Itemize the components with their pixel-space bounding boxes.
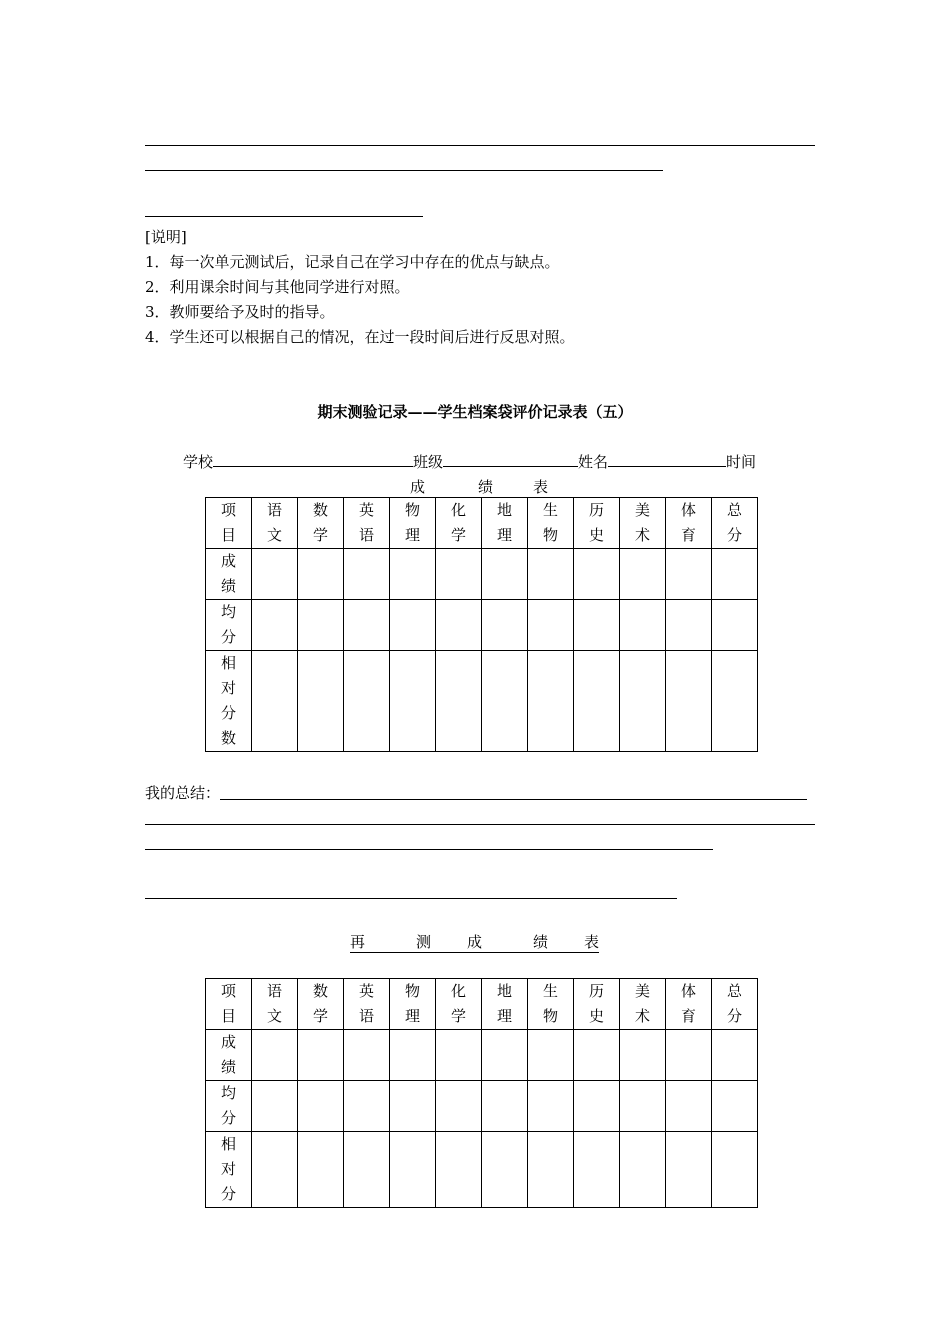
note-item-1: 1．每一次单元测试后，记录自己在学习中存在的优点与缺点。 bbox=[145, 253, 560, 271]
score-cell[interactable] bbox=[298, 549, 344, 600]
header-cell-biology: 生 物 bbox=[528, 979, 574, 1030]
score-cell[interactable] bbox=[528, 600, 574, 651]
score-cell[interactable] bbox=[298, 600, 344, 651]
header-cell-math: 数 学 bbox=[298, 979, 344, 1030]
table-row bbox=[206, 651, 758, 752]
header-cell-history: 历 史 bbox=[574, 498, 620, 549]
score-cell[interactable] bbox=[298, 1132, 344, 1208]
table-header-row bbox=[206, 979, 758, 1030]
name-field[interactable] bbox=[608, 452, 726, 467]
score-cell[interactable] bbox=[620, 1132, 666, 1208]
name-label: 姓名 bbox=[578, 453, 609, 471]
header-cell-physics: 物 理 bbox=[390, 979, 436, 1030]
score-cell[interactable] bbox=[574, 600, 620, 651]
header-cell-english: 英 语 bbox=[344, 979, 390, 1030]
score-cell[interactable] bbox=[252, 1030, 298, 1081]
score-cell[interactable] bbox=[482, 1081, 528, 1132]
header-cell-item: 项 目 bbox=[206, 979, 252, 1030]
grade-table-1 bbox=[205, 497, 758, 752]
score-cell[interactable] bbox=[390, 1030, 436, 1081]
table-row bbox=[206, 549, 758, 600]
score-cell[interactable] bbox=[436, 1030, 482, 1081]
score-cell[interactable] bbox=[620, 600, 666, 651]
score-cell[interactable] bbox=[620, 1030, 666, 1081]
score-cell[interactable] bbox=[344, 549, 390, 600]
score-cell[interactable] bbox=[574, 549, 620, 600]
score-cell[interactable] bbox=[574, 1081, 620, 1132]
caption-char: 成 bbox=[410, 478, 426, 496]
info-line bbox=[183, 452, 756, 472]
score-cell[interactable] bbox=[252, 1132, 298, 1208]
table-row bbox=[206, 1132, 758, 1208]
score-cell[interactable] bbox=[390, 651, 436, 752]
score-cell[interactable] bbox=[436, 1132, 482, 1208]
header-cell-geography: 地 理 bbox=[482, 979, 528, 1030]
score-cell[interactable] bbox=[574, 1132, 620, 1208]
score-cell[interactable] bbox=[344, 1030, 390, 1081]
row-label-score: 成 绩 bbox=[206, 1030, 252, 1081]
school-field[interactable] bbox=[213, 452, 413, 467]
header-cell-english: 英 语 bbox=[344, 498, 390, 549]
header-cell-art: 美 术 bbox=[620, 979, 666, 1030]
score-cell[interactable] bbox=[436, 651, 482, 752]
class-label: 班级 bbox=[413, 453, 444, 471]
table-header-row bbox=[206, 498, 758, 549]
score-cell[interactable] bbox=[620, 651, 666, 752]
header-cell-total: 总 分 bbox=[712, 498, 758, 549]
writing-line bbox=[145, 170, 663, 171]
score-cell[interactable] bbox=[482, 651, 528, 752]
header-cell-pe: 体 育 bbox=[666, 979, 712, 1030]
score-cell[interactable] bbox=[298, 1081, 344, 1132]
score-cell[interactable] bbox=[482, 549, 528, 600]
note-item-4: 4．学生还可以根据自己的情况，在过一段时间后进行反思对照。 bbox=[145, 328, 575, 346]
summary-line[interactable] bbox=[220, 799, 807, 800]
score-cell[interactable] bbox=[482, 600, 528, 651]
score-cell[interactable] bbox=[712, 1132, 758, 1208]
table-row bbox=[206, 600, 758, 651]
note-item-2: 2．利用课余时间与其他同学进行对照。 bbox=[145, 278, 410, 296]
caption-char: 绩 bbox=[533, 933, 549, 951]
caption-char: 绩 bbox=[478, 478, 494, 496]
score-cell[interactable] bbox=[482, 1030, 528, 1081]
caption-char: 测 bbox=[416, 933, 432, 951]
score-cell[interactable] bbox=[712, 549, 758, 600]
score-cell[interactable] bbox=[666, 1132, 712, 1208]
caption-char: 再 bbox=[350, 933, 366, 951]
score-cell[interactable] bbox=[712, 600, 758, 651]
summary-label: 我的总结： bbox=[145, 784, 221, 802]
writing-line bbox=[145, 145, 815, 146]
header-cell-pe: 体 育 bbox=[666, 498, 712, 549]
score-cell[interactable] bbox=[436, 549, 482, 600]
form-title: 期末测验记录——学生档案袋评价记录表（五） bbox=[317, 403, 633, 421]
score-cell[interactable] bbox=[528, 1081, 574, 1132]
score-cell[interactable] bbox=[344, 1081, 390, 1132]
score-cell[interactable] bbox=[482, 1132, 528, 1208]
score-cell[interactable] bbox=[252, 549, 298, 600]
table2-caption bbox=[350, 932, 599, 953]
score-cell[interactable] bbox=[528, 549, 574, 600]
score-cell[interactable] bbox=[252, 651, 298, 752]
grade-table-2 bbox=[205, 978, 758, 1208]
row-label-average: 均 分 bbox=[206, 1081, 252, 1132]
header-cell-physics: 物 理 bbox=[390, 498, 436, 549]
score-cell[interactable] bbox=[712, 1081, 758, 1132]
score-cell[interactable] bbox=[390, 549, 436, 600]
time-label: 时间 bbox=[726, 453, 757, 471]
header-cell-chemistry: 化 学 bbox=[436, 979, 482, 1030]
header-cell-chemistry: 化 学 bbox=[436, 498, 482, 549]
row-label-score: 成 绩 bbox=[206, 549, 252, 600]
score-cell[interactable] bbox=[528, 651, 574, 752]
score-cell[interactable] bbox=[528, 1030, 574, 1081]
score-cell[interactable] bbox=[620, 1081, 666, 1132]
header-cell-math: 数 学 bbox=[298, 498, 344, 549]
score-cell[interactable] bbox=[436, 1081, 482, 1132]
table-row bbox=[206, 1030, 758, 1081]
score-cell[interactable] bbox=[574, 651, 620, 752]
table-row bbox=[206, 1081, 758, 1132]
school-label: 学校 bbox=[183, 453, 214, 471]
score-cell[interactable] bbox=[712, 1030, 758, 1081]
header-cell-geography: 地 理 bbox=[482, 498, 528, 549]
row-label-relative: 相 对 分 bbox=[206, 1132, 252, 1208]
caption-char: 表 bbox=[533, 478, 549, 496]
header-cell-total: 总 分 bbox=[712, 979, 758, 1030]
score-cell[interactable] bbox=[390, 600, 436, 651]
score-cell[interactable] bbox=[390, 1081, 436, 1132]
score-cell[interactable] bbox=[666, 549, 712, 600]
summary-line[interactable] bbox=[145, 849, 713, 850]
score-cell[interactable] bbox=[298, 651, 344, 752]
score-cell[interactable] bbox=[298, 1030, 344, 1081]
score-cell[interactable] bbox=[344, 651, 390, 752]
score-cell[interactable] bbox=[666, 1030, 712, 1081]
writing-line bbox=[145, 216, 423, 217]
row-label-relative: 相 对 分 数 bbox=[206, 651, 252, 752]
score-cell[interactable] bbox=[666, 1081, 712, 1132]
summary-line[interactable] bbox=[145, 898, 677, 899]
score-cell[interactable] bbox=[666, 600, 712, 651]
header-cell-item: 项 目 bbox=[206, 498, 252, 549]
header-cell-art: 美 术 bbox=[620, 498, 666, 549]
score-cell[interactable] bbox=[666, 651, 712, 752]
header-cell-chinese: 语 文 bbox=[252, 979, 298, 1030]
note-item-3: 3．教师要给予及时的指导。 bbox=[145, 303, 335, 321]
score-cell[interactable] bbox=[252, 600, 298, 651]
summary-line[interactable] bbox=[145, 824, 815, 825]
header-cell-biology: 生 物 bbox=[528, 498, 574, 549]
score-cell[interactable] bbox=[344, 1132, 390, 1208]
header-cell-chinese: 语 文 bbox=[252, 498, 298, 549]
caption-char: 成 bbox=[467, 933, 483, 951]
score-cell[interactable] bbox=[574, 1030, 620, 1081]
caption-char: 表 bbox=[584, 933, 600, 951]
score-cell[interactable] bbox=[712, 651, 758, 752]
row-label-average: 均 分 bbox=[206, 600, 252, 651]
score-cell[interactable] bbox=[528, 1132, 574, 1208]
header-cell-history: 历 史 bbox=[574, 979, 620, 1030]
score-cell[interactable] bbox=[620, 549, 666, 600]
score-cell[interactable] bbox=[436, 600, 482, 651]
class-field[interactable] bbox=[443, 452, 578, 467]
notes-heading: [说明] bbox=[145, 228, 187, 246]
score-cell[interactable] bbox=[344, 600, 390, 651]
score-cell[interactable] bbox=[390, 1132, 436, 1208]
score-cell[interactable] bbox=[252, 1081, 298, 1132]
table1-caption bbox=[410, 477, 548, 497]
